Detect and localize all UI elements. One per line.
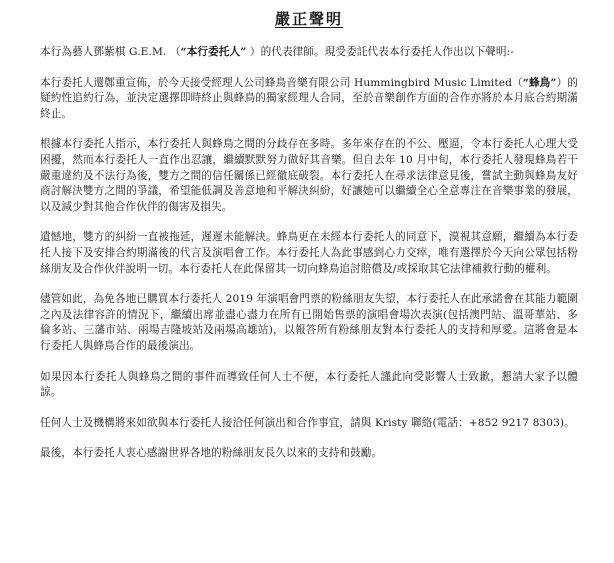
intro-paragraph: 本行為藝人鄧紫棋 G.E.M. （“本行委托人” ）的代表律師。現受委託代表本行委托人作出以下聲明:- bbox=[40, 46, 514, 58]
document-title: 嚴正聲明 bbox=[274, 10, 343, 28]
announcement-paragraph: 本行委托人還鄭重宣佈，於今天接受經理人公司蜂鳥音樂有限公司 Hummingbird Music Limited（“蜂鳥”）的疑約性追約行為，並決定選擇即時終止與蜂鳥的獨家經理人合同，至於音樂創作方面的合作亦將於本月底合約期滿終止。 bbox=[40, 76, 579, 120]
dispute-paragraph: 根據本行委托人指示，本行委托人與蜂鳥之間的分歧存在多時。多年來存在的不公、壓逼，令本行委托人心理大受困擾，然而本行委托人一直作出忍讓，繼續默默努力做好其音樂。但自去年 10 月中旬，本行委托人發現蜂鳥若干嚴重違約及不法行為後，雙方之間的信任關係已經徹底破裂。本行委托人在尋求法律意見後，嘗試主動與蜂鳥友好商討解決雙方之間的爭議，希望能低調及善意地和平解決糾紛，好讓她可以繼續全心全意專注在音樂事業的發展，以及減少對其他合作伙伴的傷害及損失。 bbox=[40, 138, 578, 213]
contact-paragraph: 任何人士及機構將來如欲與本行委托人接洽任何演出和合作事宜，請與 Kristy 聯絡(電話：+852 9217 8303)。 bbox=[40, 416, 575, 429]
concert-paragraph: 儘管如此，為免各地已購買本行委托人 2019 年演唱會門票的粉絲朋友失望，本行委托人在此承諾會在其能力範圍之內及法律容許的情況下，繼續出席並盡心盡力在所有已開始售票的演唱會場次表演(包括澳門站、溫哥華站、多倫多站、三藩市站、兩場吉隆坡站及兩場高雄站)，以報答所有粉絲朋友對本行委托人的支持和厚愛。這將會是本行委托人與蜂鳥合作的最後演出。 bbox=[40, 293, 578, 352]
regret-paragraph: 遺憾地，雙方的糾紛一直被拖延，遲遲未能解決。蜂鳥更在未經本行委托人的同意下，漠視其意願，繼續為本行委托人接下及安排合約期滿後的代言及演唱會工作。本行委托人為此事感到心力交瘁，唯有選擇於今天向公眾包括粉絲朋友及合作伙伴說明一切。本行委托人在此保留其一切向蜂鳥追討賠償及/或採取其它法律補救行動的權利。 bbox=[40, 231, 578, 275]
apology-paragraph: 如果因本行委托人與蜂鳥之間的事件而導致任何人士不便，本行委托人謹此向受影響人士致歉，懇請大家予以體諒。 bbox=[40, 370, 578, 399]
client-term: “本行委托人” bbox=[180, 46, 247, 58]
thanks-paragraph: 最後，本行委托人衷心感謝世界各地的粉絲朋友長久以來的支持和鼓勵。 bbox=[40, 447, 383, 460]
hummingbird-term: “蜂鳥” bbox=[522, 76, 557, 89]
